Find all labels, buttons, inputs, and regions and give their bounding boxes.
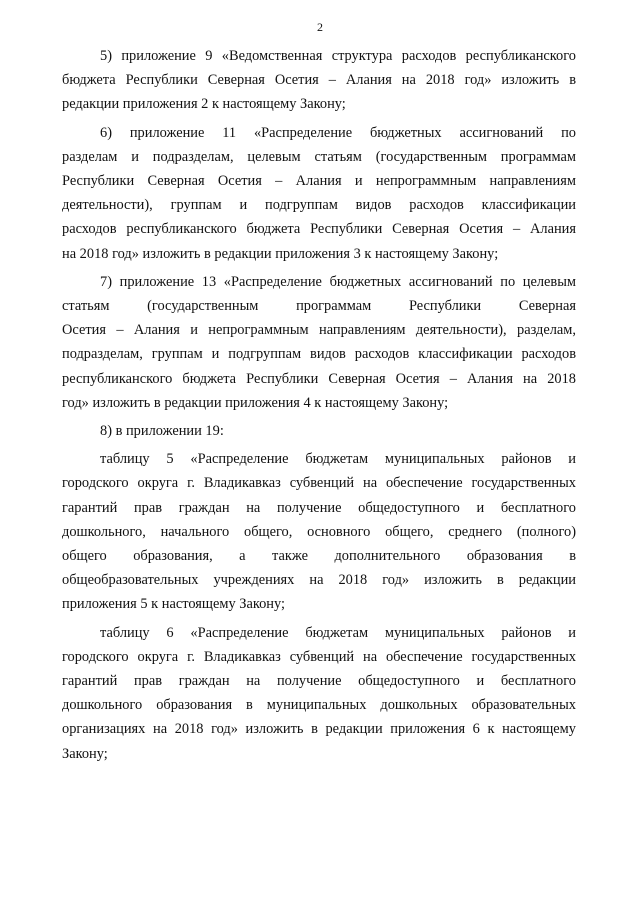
paragraph-item-6 — [62, 121, 576, 266]
text-line: 6) приложение 11 «Распределение бюджетных ассигнований по — [100, 124, 576, 141]
page-number: 2 — [317, 20, 323, 34]
text-line: республиканского бюджета Республики Северная Осетия – Алания на 2018 — [62, 370, 576, 387]
text-line: расходов республиканского бюджета Республики Северная Осетия – Алания — [62, 221, 576, 238]
paragraph-item-8 — [62, 419, 576, 443]
text-line: общеобразовательных учреждениях на 2018 год» изложить в редакции — [62, 572, 576, 589]
text-line: организациях на 2018 год» изложить в редакции приложения 6 к настоящему — [62, 721, 576, 738]
text-line: 5) приложение 9 «Ведомственная структура расходов республиканского — [100, 48, 576, 64]
paragraph-item-7 — [62, 270, 576, 415]
text-line: статьям (государственным программам Республики Северная — [62, 298, 576, 315]
paragraph-item-5 — [62, 44, 576, 117]
text-line: таблицу 6 «Распределение бюджетам муниципальных районов и — [100, 624, 576, 641]
text-line: общего образования, а также дополнительного образования в — [62, 548, 576, 565]
text-line: гарантий прав граждан на получение общедоступного и бесплатного — [62, 673, 576, 690]
text-line: год» изложить в редакции приложения 4 к настоящему Закону; — [62, 394, 449, 411]
text-line: городского округа г. Владикавказ субвенций на обеспечение государственных — [62, 475, 576, 492]
text-line: подразделам, группам и подгруппам видов расходов классификации расходов — [62, 346, 576, 363]
paragraph-table-6 — [62, 621, 576, 766]
text-line: разделам и подразделам, целевым статьям (государственным программам — [62, 148, 576, 165]
document-body — [62, 44, 576, 766]
text-line: приложения 5 к настоящему Закону; — [62, 596, 285, 613]
text-line: дошкольного, начального общего, основного общего, среднего (полного) — [62, 523, 576, 540]
text-line: 7) приложение 13 «Распределение бюджетных ассигнований по целевым — [100, 273, 576, 290]
text-line: редакции приложения 2 к настоящему Закону; — [62, 96, 346, 113]
text-line: дошкольного образования в муниципальных дошкольных образовательных — [62, 697, 576, 714]
text-line: бюджета Республики Северная Осетия – Алания на 2018 год» изложить в — [62, 72, 576, 89]
text-line: Закону; — [62, 745, 108, 762]
text-line: на 2018 год» изложить в редакции приложения 3 к настоящему Закону; — [62, 245, 499, 262]
text-line: гарантий прав граждан на получение общедоступного и бесплатного — [62, 499, 576, 516]
text-line: таблицу 5 «Распределение бюджетам муниципальных районов и — [100, 451, 576, 468]
text-line: Республики Северная Осетия – Алания и непрограммным направлениям — [62, 173, 576, 190]
text-line: Осетия – Алания и непрограммным направлениям деятельности), разделам, — [62, 322, 576, 339]
text-line: 8) в приложении 19: — [100, 423, 224, 440]
text-line: городского округа г. Владикавказ субвенций на обеспечение государственных — [62, 648, 576, 665]
paragraph-table-5 — [62, 447, 576, 616]
text-line: деятельности), группам и подгруппам видов расходов классификации — [62, 197, 576, 214]
